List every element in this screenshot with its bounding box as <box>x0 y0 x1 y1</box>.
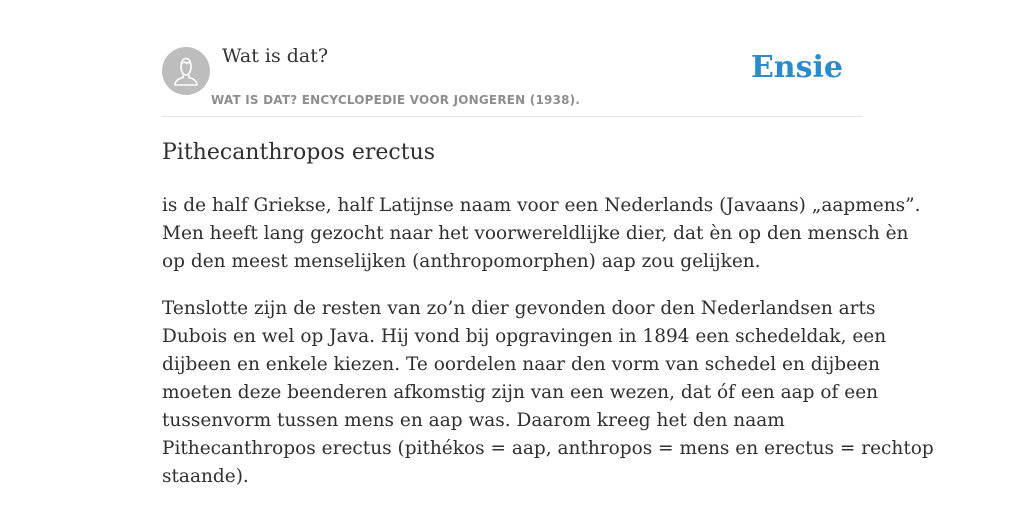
paragraph-line: staande). <box>162 466 249 487</box>
article-body <box>162 192 934 510</box>
paragraph-line: Pithecanthropos erectus (pithékos = aap, anthropos = mens en erectus = rechtop <box>162 438 934 459</box>
article-title: Pithecanthropos erectus <box>162 140 436 165</box>
paragraph-line: op den meest menselijken (anthropomorphen) aap zou gelijken. <box>162 251 761 272</box>
paragraph-line: tussenvorm tussen mens en aap was. Daarom kreeg het den naam <box>162 410 785 431</box>
source-subtitle: WAT IS DAT? ENCYCLOPEDIE VOOR JONGEREN (1938). <box>211 93 581 107</box>
paragraph-line: is de half Griekse, half Latijnse naam voor een Nederlands (Javaans) „aapmens”. <box>162 195 921 216</box>
user-silhouette-icon <box>162 47 210 95</box>
paragraph-line: moeten deze beenderen afkomstig zijn van een wezen, dat óf een aap of een <box>162 382 879 403</box>
ensie-logo[interactable]: Ensie <box>750 50 843 85</box>
source-header <box>162 0 862 117</box>
paragraph-line: Men heeft lang gezocht naar het voorwereldlijke dier, dat èn op den mensch èn <box>162 223 909 244</box>
paragraph-line: Tenslotte zijn de resten van zo’n dier gevonden door den Nederlandsen arts <box>162 298 876 319</box>
paragraph-line: dijbeen en enkele kiezen. Te oordelen naar den vorm van schedel en dijbeen <box>162 354 880 375</box>
avatar[interactable] <box>162 47 210 95</box>
source-name-link[interactable]: Wat is dat? <box>222 45 329 67</box>
page <box>162 0 934 512</box>
article-paragraph <box>162 192 921 276</box>
paragraph-line: Dubois en wel op Java. Hij vond bij opgravingen in 1894 een schedeldak, een <box>162 326 887 347</box>
article-paragraph <box>162 295 934 491</box>
